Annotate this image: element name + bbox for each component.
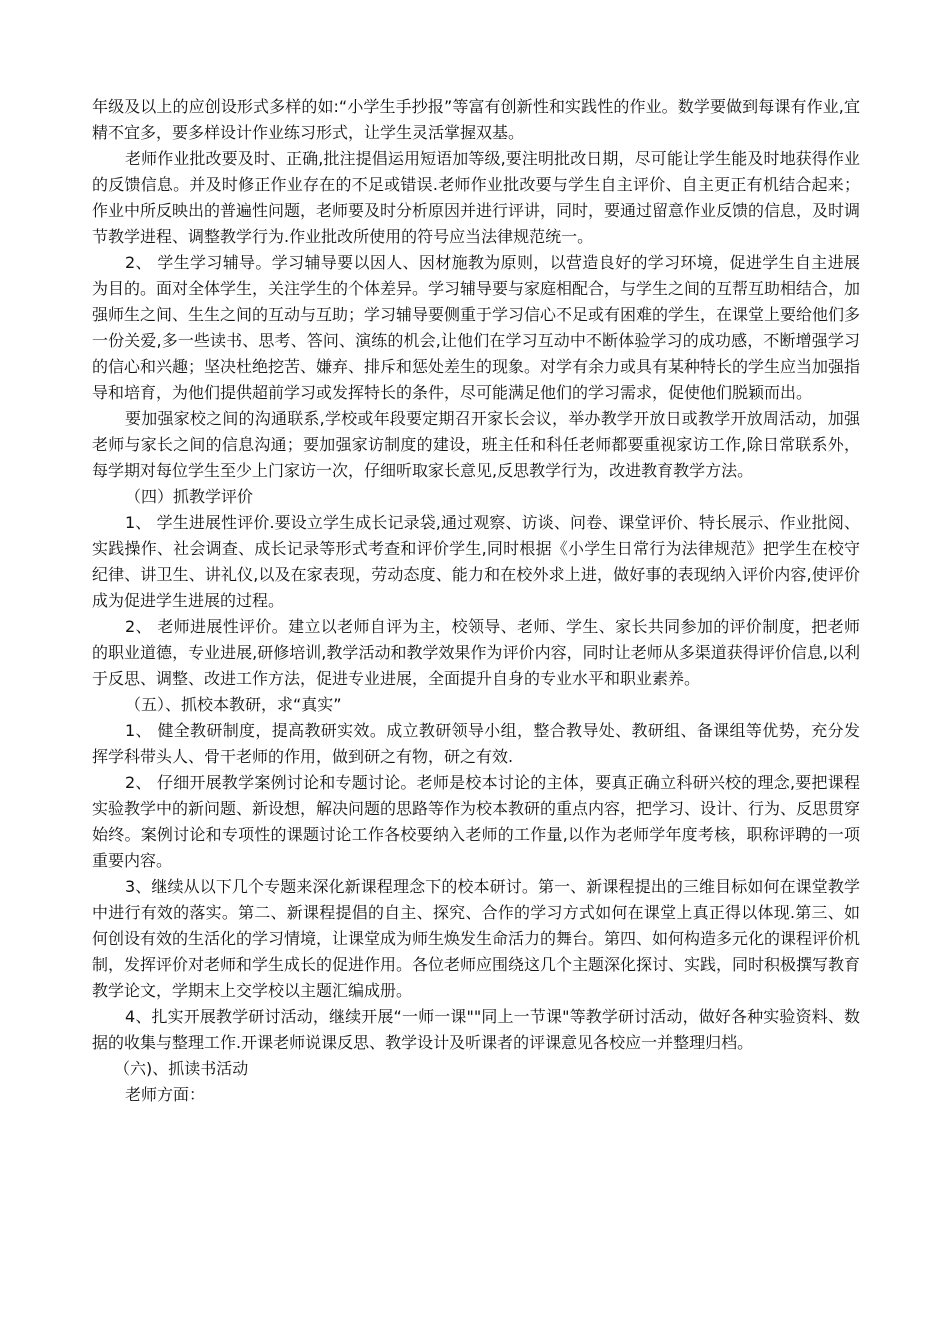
subheading-teachers: 老师方面： — [125, 1085, 206, 1104]
paragraph-student-evaluation: 1、 学生进展性评价.要设立学生成长记录袋,通过观察、访谈、问卷、课堂评价、特长展示、作业批阅、实践操作、社会调查、成长记录等形式考查和评价学生,同时根据《小学生日常行为法律规范》把学生在校守纪律、讲卫生、讲礼仪,以及在家表现，劳动态度、能力和在校外求上进，做好事的表现纳入评价内容,使评价成为促进学生进展的过程。 — [92, 513, 860, 610]
paragraph-homework-forms: 年级及以上的应创设形式多样的如:“小学生手抄报”等富有创新性和实践性的作业。数学要做到每课有作业,宜精不宜多，要多样设计作业练习形式，让学生灵活掌握双基。 — [92, 97, 860, 142]
section-heading-school-research: （五）、抓校本教研，求“真实” — [125, 695, 342, 714]
document-page — [92, 94, 860, 1108]
section-heading-reading-activities: （六)、抓读书活动 — [114, 1059, 249, 1078]
paragraph-research-system: 1、 健全教研制度，提高教研实效。成立教研领导小组，整合教导处、教研组、备课组等优势，充分发挥学科带头人、骨干老师的作用，做到研之有物，研之有效. — [92, 721, 860, 766]
paragraph-home-school-contact: 要加强家校之间的沟通联系,学校或年段要定期召开家长会议，举办教学开放日或教学开放周活动，加强老师与家长之间的信息沟通；要加强家访制度的建设，班主任和科任老师都要重视家访工作,除日常联系外，每学期对每位学生至少上门家访一次，仔细听取家长意见,反思教学行为，改进教育教学方法。 — [92, 409, 860, 480]
paragraph-research-topics: 3、继续从以下几个专题来深化新课程理念下的校本研讨。第一、新课程提出的三维目标如何在课堂教学中进行有效的落实。第二、新课程提倡的自主、探究、合作的学习方式如何在课堂上真正得以体现.第三、如何创设有效的生活化的学习情境，让课堂成为师生焕发生命活力的舞台。第四、如何构造多元化的课程评价机制，发挥评价对老师和学生成长的促进作用。各位老师应围绕这几个主题深化探讨、实践，同时积极撰写教育教学论文，学期末上交学校以主题汇编成册。 — [92, 877, 861, 1000]
paragraph-case-discussion: 2、 仔细开展教学案例讨论和专题讨论。老师是校本讨论的主体，要真正确立科研兴校的理念,要把课程实验教学中的新问题、新设想，解决问题的思路等作为校本教研的重点内容，把学习、设计、行为、反思贯穿始终。案例讨论和专项性的课题讨论工作各校要纳入老师的工作量,以作为老师学年度考核，职称评聘的一项重要内容。 — [92, 773, 861, 870]
section-heading-teaching-evaluation: （四）抓教学评价 — [125, 487, 254, 506]
paragraph-teacher-evaluation: 2、 老师进展性评价。建立以老师自评为主，校领导、老师、学生、家长共同参加的评价制度，把老师的职业道德，专业进展,研修培训,教学活动和教学效果作为评价内容，同时让老师从多渠道获得评价信息,以利于反思、调整、改进工作方法，促进专业进展，全面提升自身的专业水平和职业素养。 — [92, 617, 860, 688]
paragraph-homework-correction: 老师作业批改要及时、正确,批注提倡运用短语加等级,要注明批改日期，尽可能让学生能及时地获得作业的反馈信息。并及时修正作业存在的不足或错误.老师作业批改要与学生自主评价、自主更正有机结合起来；作业中所反映出的普遍性问题，老师要及时分析原因并进行评讲，同时，要通过留意作业反馈的信息，及时调节教学进程、调整教学行为.作业批改所使用的符号应当法律规范统一。 — [92, 149, 861, 246]
paragraph-study-tutoring: 2、 学生学习辅导。学习辅导要以因人、因材施教为原则，以营造良好的学习环境，促进学生自主进展为目的。面对全体学生，关注学生的个体差异。学习辅导要与家庭相配合，与学生之间的互帮互助相结合，加强师生之间、生生之间的互动与互助；学习辅导要侧重于学习信心不足或有困难的学生，在课堂上要给他们多一份关爱,多一些读书、思考、答问、演练的机会,让他们在学习互动中不断体验学习的成功感，不断增强学习的信心和兴趣；坚决杜绝挖苦、嫌弃、排斥和惩处差生的现象。对学有余力或具有某种特长的学生应当加强指导和培育，为他们提供超前学习或发挥特长的条件，尽可能满足他们的学习需求，促使他们脱颖而出。 — [92, 253, 861, 402]
paragraph-teaching-activities: 4、扎实开展教学研讨活动，继续开展“一师一课""同上一节课"等教学研讨活动，做好各种实验资料、数据的收集与整理工作.开课老师说课反思、教学设计及听课者的评课意见各校应一并整理归档。 — [92, 1007, 860, 1052]
